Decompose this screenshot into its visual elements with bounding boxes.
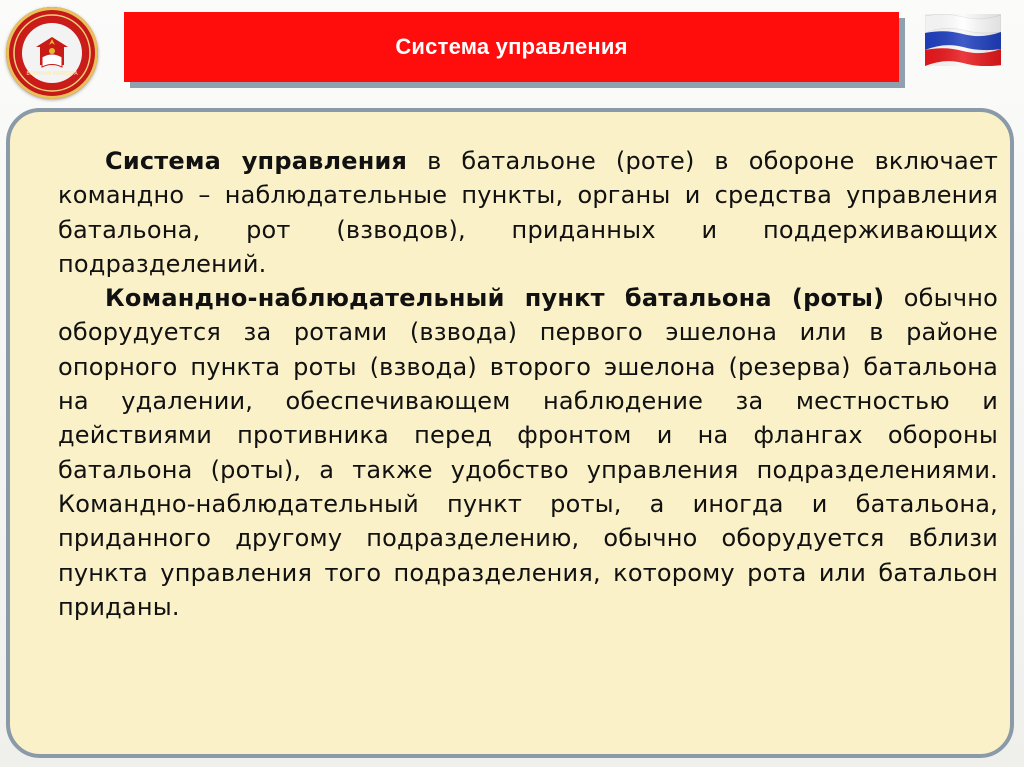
- term-control-system: Система управления: [105, 147, 408, 175]
- paragraph-1: [58, 144, 998, 281]
- page-title: Система управления: [395, 34, 628, 59]
- russian-flag-icon: [925, 14, 1001, 66]
- body-text: [58, 144, 998, 624]
- paragraph-2-text: обычно оборудуется за ротами (взвода) первого эшелона или в районе опорного пункта роты (взвода) второго эшелона (резерва) батальона на удалении, обеспечивающем наблюдение за местностью и действиями противника перед фронтом и на флангах обороны батальона (роты), а также удобство управления подразделениями. Командно-наблюдательный пункт роты, а иногда и батальона, приданного другому подразделению, обычно оборудуется вблизи пункта управления того подразделения, которому рота или батальон приданы.: [58, 284, 998, 621]
- military-department-logo: [6, 7, 98, 99]
- term-command-observation-post: Командно-наблюдательный пункт батальона (роты): [105, 284, 885, 313]
- title-banner: [124, 12, 899, 82]
- paragraph-2: [58, 281, 998, 624]
- logo-text: ВОЕННАЯ КАФЕДРА: [26, 71, 78, 77]
- paragraph-1-text: в батальоне (роте) в обороне включает командно – наблюдательные пункты, органы и средства управления батальона, рот (взводов), приданных и поддерживающих подразделений.: [58, 147, 998, 278]
- emblem-icon: [6, 7, 98, 99]
